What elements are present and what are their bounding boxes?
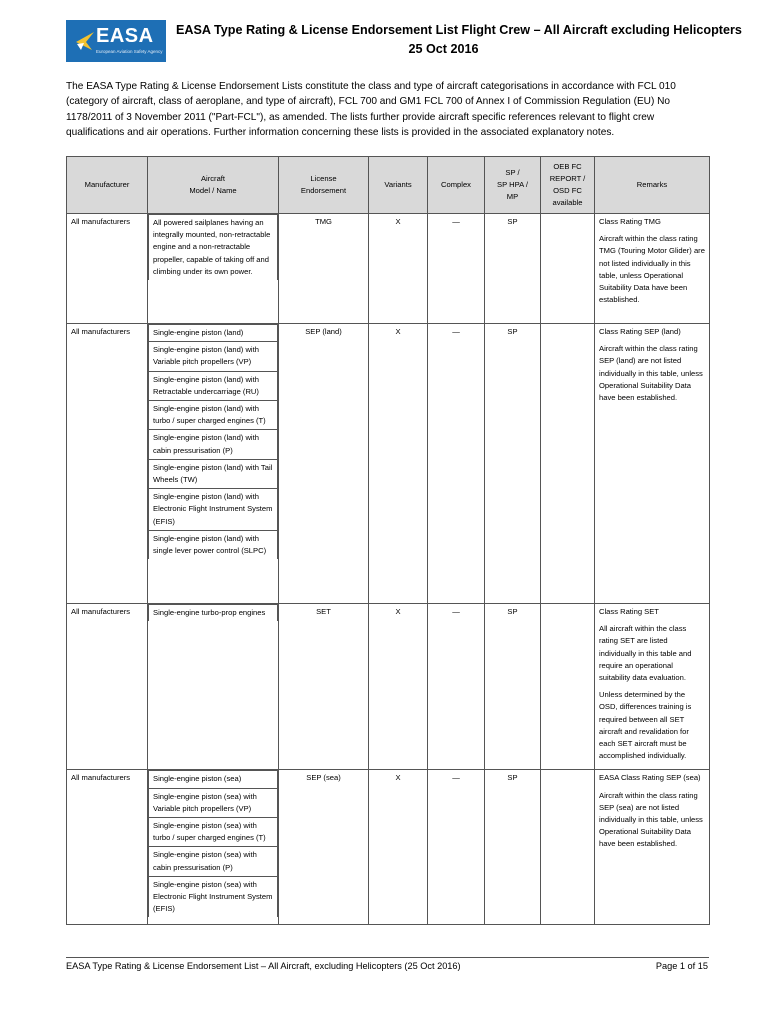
model-item-row: [149, 401, 278, 430]
oeb-cell: [541, 214, 595, 324]
sp-cell: SP: [485, 214, 541, 324]
remarks-cell: [595, 324, 710, 604]
license-cell: SEP (land): [279, 324, 369, 604]
manufacturer-cell: All manufacturers: [67, 214, 148, 324]
table-row: [67, 214, 710, 324]
col-header-model-line1: Aircraft: [200, 174, 226, 183]
model-item-row: [149, 459, 278, 488]
manufacturer-cell: All manufacturers: [67, 324, 148, 604]
remarks-text: Aircraft within the class rating SEP (sea) are not listed individually in this table, unless Operational Suitability Data have been established.: [599, 790, 703, 849]
col-header-oeb-line4: available: [552, 198, 583, 207]
model-item: Single-engine piston (sea) with Variable pitch propellers (VP): [149, 788, 278, 817]
table-row: [67, 770, 710, 925]
oeb-cell: [541, 324, 595, 604]
model-item: Single-engine piston (land) with Tail Wheels (TW): [149, 459, 278, 488]
remarks-title: Class Rating SEP (land): [599, 327, 681, 336]
col-header-complex: Complex: [428, 157, 485, 214]
license-cell: SEP (sea): [279, 770, 369, 925]
model-item-row: [149, 430, 278, 459]
sp-cell: SP: [485, 324, 541, 604]
oeb-cell: [541, 604, 595, 770]
model-item: Single-engine piston (sea) with turbo / super charged engines (T): [149, 818, 278, 847]
model-list: [148, 770, 278, 917]
model-list: [148, 214, 278, 280]
model-item: Single-engine piston (land) with Retractable undercarriage (RU): [149, 371, 278, 400]
model-item-row: [149, 818, 278, 847]
model-item: Single-engine piston (sea): [149, 771, 278, 788]
model-cell: [148, 214, 279, 324]
page-header: [66, 20, 742, 62]
remarks-cell: [595, 604, 710, 770]
col-header-sp-line3: MP: [506, 192, 519, 201]
variants-cell: X: [369, 324, 428, 604]
logo-subtext: European Aviation Safety Agency: [96, 49, 163, 54]
model-item: Single-engine piston (land) with Electronic Flight Instrument System (EFIS): [149, 489, 278, 531]
col-header-model-line2: Model / Name: [189, 186, 237, 195]
col-header-oeb-line1: OEB FC: [553, 162, 582, 171]
model-item-row: [149, 788, 278, 817]
model-item-row: [149, 325, 278, 342]
complex-cell: —: [428, 770, 485, 925]
remarks-text: Unless determined by the OSD, differences training is required between all SET aircraft and revalidation for each SET aircraft must be accomplished individually.: [599, 690, 692, 761]
document-title: [176, 21, 742, 59]
remarks-cell: [595, 214, 710, 324]
model-cell: [148, 324, 279, 604]
model-item: Single-engine turbo-prop engines: [149, 605, 278, 622]
sp-cell: SP: [485, 604, 541, 770]
remarks-title: EASA Class Rating SEP (sea): [599, 773, 701, 783]
complex-cell: —: [428, 324, 485, 604]
model-item-row: [149, 530, 278, 559]
manufacturer-cell: All manufacturers: [67, 604, 148, 770]
model-item-row: [149, 876, 278, 917]
complex-cell: —: [428, 214, 485, 324]
complex-cell: —: [428, 604, 485, 770]
remarks-title: Class Rating TMG: [599, 217, 661, 226]
model-item-row: [149, 771, 278, 788]
model-item-row: [149, 489, 278, 531]
model-list: [148, 604, 278, 621]
model-item-row: [149, 605, 278, 622]
model-item-row: [149, 847, 278, 876]
table-row: [67, 604, 710, 770]
col-header-manufacturer: Manufacturer: [67, 157, 148, 214]
oeb-cell: [541, 770, 595, 925]
license-cell: TMG: [279, 214, 369, 324]
logo-text: EASA: [96, 25, 154, 47]
model-item: Single-engine piston (land) with turbo / super charged engines (T): [149, 401, 278, 430]
model-list: [148, 324, 278, 559]
table-body: [67, 214, 710, 925]
model-cell: [148, 770, 279, 925]
variants-cell: X: [369, 604, 428, 770]
title-line-2: 25 Oct 2016: [408, 42, 479, 56]
intro-paragraph: The EASA Type Rating & License Endorsement Lists constitute the class and type of aircraft categorisations in accordance with FCL 010 (category of aircraft, class of aeroplane, and type of aircraft), FCL 700 and GM1 FCL 700 of Annex I of Commission Regulation (EU) No 1178/2011 of 3 November 2011 ("Part-FCL"), as amended. The lists further provide aircraft specific references relevant to flight crew qualifications and air operations. Further information concerning these lists is provided in the associated explanatory notes.: [66, 81, 676, 138]
col-header-oeb-line3: OSD FC: [553, 186, 582, 195]
col-header-oeb-line2: REPORT /: [549, 174, 586, 183]
model-item: Single-engine piston (sea) with Electronic Flight Instrument System (EFIS): [149, 876, 278, 917]
model-item: Single-engine piston (sea) with cabin pressurisation (P): [149, 847, 278, 876]
col-header-license: [279, 157, 369, 214]
model-item-row: [149, 215, 278, 281]
manufacturer-cell: All manufacturers: [67, 770, 148, 925]
col-header-oeb: [541, 157, 595, 214]
model-item: Single-engine piston (land) with cabin pressurisation (P): [149, 430, 278, 459]
col-header-sp: [485, 157, 541, 214]
model-cell: [148, 604, 279, 770]
easa-bird-icon: [74, 28, 96, 54]
variants-cell: X: [369, 770, 428, 925]
remarks-text: Aircraft within the class rating SEP (land) are not listed individually in this table, unless Operational Suitability Data have been established.: [599, 344, 703, 403]
rating-table: [66, 156, 710, 925]
model-item: Single-engine piston (land) with single lever power control (SLPC): [149, 530, 278, 559]
model-item: Single-engine piston (land): [149, 325, 278, 342]
col-header-model: [148, 157, 279, 214]
model-item: Single-engine piston (land) with Variable pitch propellers (VP): [149, 342, 278, 371]
remarks-text: All aircraft within the class rating SET are listed individually in this table and require an operational suitability data evaluation.: [599, 624, 692, 683]
remarks-title: Class Rating SET: [599, 607, 659, 616]
model-item-row: [149, 342, 278, 371]
model-item: All powered sailplanes having an integrally mounted, non-retractable engine and a non-retractable propeller, capable of taking off and climbing under its own power.: [149, 215, 278, 281]
col-header-variants: Variants: [369, 157, 428, 214]
variants-cell: X: [369, 214, 428, 324]
model-item-row: [149, 371, 278, 400]
footer-divider: [66, 957, 709, 958]
col-header-sp-line2: SP HPA /: [497, 180, 528, 189]
table-row: [67, 324, 710, 604]
col-header-remarks: Remarks: [595, 157, 710, 214]
col-header-license-line2: Endorsement: [300, 186, 347, 195]
table-header-row: [67, 157, 710, 214]
remarks-text: Aircraft within the class rating TMG (Touring Motor Glider) are not listed individually in this table, unless Operational Suitability Data have been established.: [599, 234, 705, 305]
title-line-1: EASA Type Rating & License Endorsement List Flight Crew – All Aircraft excluding Helicopters: [176, 23, 742, 37]
footer-document-name: EASA Type Rating & License Endorsement List – All Aircraft, excluding Helicopters (25 Oct 2016): [66, 961, 461, 971]
footer-page-number: Page 1 of 15: [655, 961, 708, 971]
easa-logo: [66, 20, 166, 62]
remarks-cell: [595, 770, 710, 925]
license-cell: SET: [279, 604, 369, 770]
col-header-sp-line1: SP /: [505, 168, 520, 177]
col-header-license-line1: License: [310, 174, 337, 183]
sp-cell: SP: [485, 770, 541, 925]
